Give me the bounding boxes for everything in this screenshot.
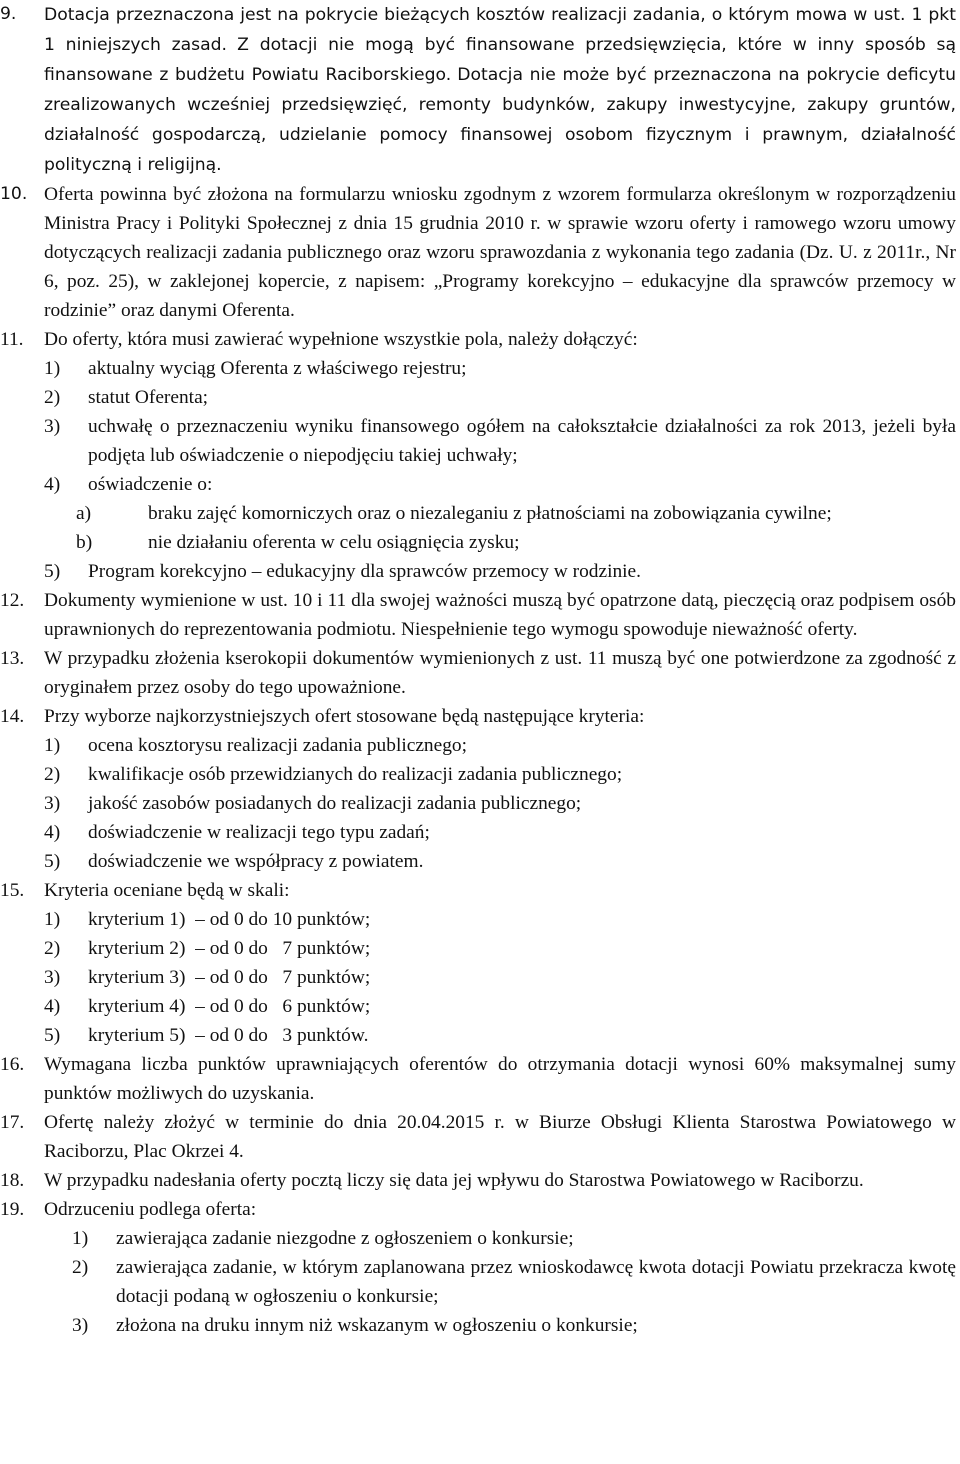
list-item (72, 1224, 956, 1253)
list-item (44, 789, 956, 818)
list-number: 3) (44, 793, 61, 814)
list-text: ocena kosztorysu realizacji zadania publicznego; (88, 735, 468, 756)
section-intro: Kryteria oceniane będą w skali: (44, 880, 290, 901)
list-item (44, 354, 956, 383)
section-number: 17. (0, 1112, 25, 1133)
list-item (44, 760, 956, 789)
section-intro: Przy wyborze najkorzystniejszych ofert stosowane będą następujące kryteria: (44, 706, 645, 727)
list-number: 1) (44, 735, 61, 756)
list-text: doświadczenie we współpracy z powiatem. (88, 851, 424, 872)
section-15 (0, 876, 956, 1050)
list-text: jakość zasobów posiadanych do realizacji zadania publicznego; (88, 793, 582, 814)
list-text: kryterium 4) – od 0 do 6 punktów; (88, 996, 371, 1017)
paragraph: Ofertę należy złożyć w terminie do dnia 20.04.2015 r. w Biurze Obsługi Klienta Starostwa Powiatowego w Raciborzu, Plac Okrzei 4. (44, 1112, 956, 1162)
section-number: 9. (0, 4, 17, 24)
section-number: 14. (0, 706, 25, 727)
list-number: 1) (72, 1228, 89, 1249)
section-17 (0, 1108, 956, 1166)
list-item (44, 992, 956, 1021)
section-16 (0, 1050, 956, 1108)
list-item (44, 934, 956, 963)
section-number: 18. (0, 1170, 25, 1191)
section-18 (0, 1166, 956, 1195)
list-item (44, 731, 956, 760)
section-number: 15. (0, 880, 25, 901)
list-number: 3) (44, 416, 61, 437)
list-text: braku zajęć komorniczych oraz o niezaleganiu z płatnościami na zobowiązania cywilne; (148, 503, 832, 524)
section-intro: Odrzuceniu podlega oferta: (44, 1199, 257, 1220)
list-number: 2) (72, 1257, 89, 1278)
list-item (44, 818, 956, 847)
list-text: zawierająca zadanie niezgodne z ogłoszeniem o konkursie; (116, 1228, 574, 1249)
list-letter: a) (76, 503, 92, 524)
list-letter: b) (76, 532, 93, 553)
list-item (44, 470, 956, 499)
paragraph: Wymagana liczba punktów uprawniających oferentów do otrzymania dotacji wynosi 60% maksymalnej sumy punktów możliwych do uzyskania. (44, 1054, 956, 1104)
list-number: 5) (44, 1025, 61, 1046)
list-number: 2) (44, 764, 61, 785)
list-number: 5) (44, 851, 61, 872)
list-number: 4) (44, 474, 61, 495)
section-9-text (44, 0, 956, 180)
list-number: 1) (44, 909, 61, 930)
list-item (72, 1253, 956, 1311)
list-item (72, 1311, 956, 1340)
list-item (44, 963, 956, 992)
paragraph: W przypadku nadesłania oferty pocztą liczy się data jej wpływu do Starostwa Powiatowego w Raciborzu. (44, 1170, 864, 1191)
list-number: 3) (72, 1315, 89, 1336)
paragraph: Dotacja nie może być przeznaczona na pokrycie deficytu zrealizowanych wcześniej przedsięwzięć, remonty budynków, zakupy inwestycyjne, zakupy gruntów, działalność gospodarczą, udzielanie pomocy finansowej osobom fizycznym i prawnym, działalność polityczną i religijną. (44, 65, 956, 175)
section-number: 16. (0, 1054, 25, 1075)
list-number: 3) (44, 967, 61, 988)
list-item (44, 557, 956, 586)
list-text: doświadczenie w realizacji tego typu zadań; (88, 822, 430, 843)
list-item (44, 412, 956, 470)
section-10 (0, 180, 956, 325)
list-text: oświadczenie o: (88, 474, 213, 495)
section-11 (0, 325, 956, 586)
list-number: 5) (44, 561, 61, 582)
list-number: 2) (44, 938, 61, 959)
paragraph: Oferta powinna być złożona na formularzu wniosku zgodnym z wzorem formularza określonym w rozporządzeniu Ministra Pracy i Polityki Społecznej z dnia 15 grudnia 2010 r. w sprawie wzoru oferty i ramowego wzoru umowy dotyczących realizacji zadania publicznego oraz wzoru sprawozdania z wykonania tego zadania (Dz. U. z 2011r., Nr 6, poz. 25), w zaklejonej kopercie, z napisem: „Programy korekcyjno – edukacyjne dla sprawców przemocy w rodzinie” oraz danymi Oferenta. (44, 184, 956, 321)
list-item (44, 905, 956, 934)
list-text: aktualny wyciąg Oferenta z właściwego rejestru; (88, 358, 467, 379)
list-item (44, 383, 956, 412)
section-number: 19. (0, 1199, 25, 1220)
list-text: kryterium 5) – od 0 do 3 punktów. (88, 1025, 369, 1046)
list-text: kryterium 2) – od 0 do 7 punktów; (88, 938, 371, 959)
paragraph: Dokumenty wymienione w ust. 10 i 11 dla swojej ważności muszą być opatrzone datą, pieczęcią oraz podpisem osób uprawnionych do reprezentowania podmiotu. Niespełnienie tego wymogu spowoduje nieważność oferty. (44, 590, 956, 640)
section-14 (0, 702, 956, 876)
section-number: 10. (0, 184, 28, 204)
section-number: 12. (0, 590, 25, 611)
list-number: 1) (44, 358, 61, 379)
list-subitem (76, 528, 956, 557)
section-intro: Do oferty, która musi zawierać wypełnione wszystkie pola, należy dołączyć: (44, 329, 638, 350)
paragraph: Dotacja przeznaczona jest na pokrycie bieżących kosztów realizacji zadania, o którym mowa w ust. 1 pkt 1 niniejszych zasad. (44, 5, 956, 55)
list-number: 4) (44, 822, 61, 843)
section-number: 13. (0, 648, 25, 669)
list-text: kryterium 1) – od 0 do 10 punktów; (88, 909, 371, 930)
section-19 (0, 1195, 956, 1340)
list-text: nie działaniu oferenta w celu osiągnięcia zysku; (148, 532, 520, 553)
list-text: kwalifikacje osób przewidzianych do realizacji zadania publicznego; (88, 764, 623, 785)
list-text: uchwałę o przeznaczeniu wyniku finansowego ogółem na całokształcie działalności za rok 2013, jeżeli była podjęta lub oświadczenie o niepodjęciu takiej uchwały; (88, 416, 956, 466)
list-item (44, 1021, 956, 1050)
list-text: zawierająca zadanie, w którym zaplanowana przez wnioskodawcę kwota dotacji Powiatu przekracza kwotę dotacji podaną w ogłoszeniu o konkursie; (116, 1257, 956, 1307)
section-number: 11. (0, 329, 24, 350)
paragraph: W przypadku złożenia kserokopii dokumentów wymienionych z ust. 11 muszą być one potwierdzone za zgodność z oryginałem przez osoby do tego upoważnione. (44, 648, 956, 698)
section-12 (0, 586, 956, 644)
paragraph: Z dotacji nie mogą być finansowane przedsięwzięcia, które w inny sposób są finansowane z budżetu Powiatu Raciborskiego. (44, 35, 956, 85)
list-text: Program korekcyjno – edukacyjny dla sprawców przemocy w rodzinie. (88, 561, 641, 582)
section-9 (0, 0, 956, 180)
list-text: złożona na druku innym niż wskazanym w ogłoszeniu o konkursie; (116, 1315, 638, 1336)
list-text: statut Oferenta; (88, 387, 209, 408)
list-number: 2) (44, 387, 61, 408)
list-text: kryterium 3) – od 0 do 7 punktów; (88, 967, 371, 988)
list-item (44, 847, 956, 876)
list-subitem (76, 499, 956, 528)
list-number: 4) (44, 996, 61, 1017)
section-13 (0, 644, 956, 702)
